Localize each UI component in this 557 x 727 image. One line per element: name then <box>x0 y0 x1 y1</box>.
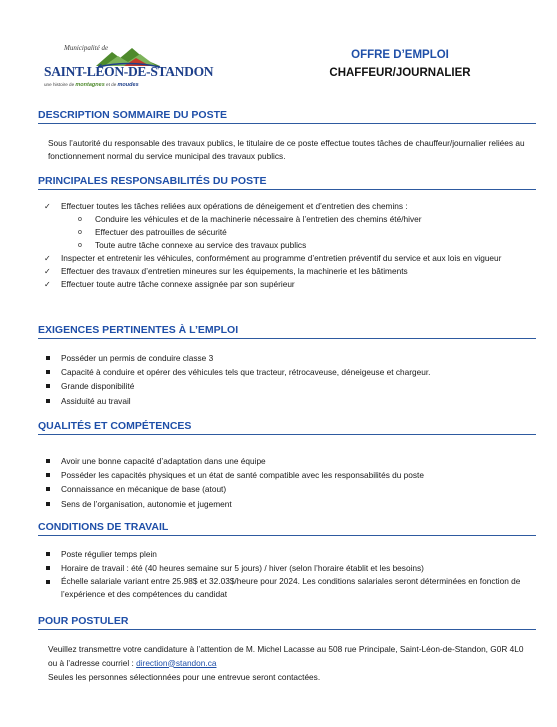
list-item: o Effectuer des patrouilles de sécurité <box>78 227 227 237</box>
list-item: ✓ Effectuer toutes les tâches reliées aux opérations de déneigement et d’entretien des chemins : <box>44 201 408 211</box>
section-responsibilities-title: PRINCIPALES RESPONSABILITÉS DU POSTE <box>38 175 536 190</box>
list-item: Connaissance en mécanique de base (atout) <box>44 482 540 496</box>
circle-bullet-icon: o <box>78 242 82 249</box>
logo-tagline: une histoire de montagnes et de moudes <box>44 82 139 88</box>
list-item: o Conduire les véhicules et de la machinerie nécessaire à l’entretien des chemins été/hiver <box>78 214 422 224</box>
list-item: o Toute autre tâche connexe au service des travaux publics <box>78 240 307 250</box>
list-item: Posséder les capacités physiques et un état de santé compatible avec les responsabilités du poste <box>44 468 540 482</box>
square-bullet-icon <box>46 356 50 360</box>
job-title: CHAFFEUR/JOURNALIER <box>329 67 471 79</box>
checkmark-icon: ✓ <box>44 267 51 276</box>
responsibilities-list <box>44 200 540 291</box>
section-conditions-title: CONDITIONS DE TRAVAIL <box>38 521 536 536</box>
circle-bullet-icon: o <box>78 216 82 223</box>
square-bullet-icon <box>46 399 50 403</box>
list-item: Sens de l’organisation, autonomie et jugement <box>44 497 540 511</box>
square-bullet-icon <box>46 487 50 491</box>
section-apply-title: POUR POSTULER <box>38 615 536 630</box>
list-item: ✓ Effectuer des travaux d’entretien mineures sur les équipements, la machinerie et les bâtiments <box>44 266 408 276</box>
circle-bullet-icon: o <box>78 229 82 236</box>
logo-name: SAINT-LÉON-DE-STANDON <box>44 64 214 79</box>
list-item: Assiduité au travail <box>44 394 540 408</box>
checkmark-icon: ✓ <box>44 254 51 263</box>
list-item: Poste régulier temps plein <box>44 547 540 561</box>
section-requirements-title: EXIGENCES PERTINENTES À L’EMPLOI <box>38 324 536 339</box>
square-bullet-icon <box>46 580 50 584</box>
section-description-title: DESCRIPTION SOMMAIRE DU POSTE <box>38 109 536 124</box>
apply-text: Veuillez transmettre votre candidature à l’attention de M. Michel Lacasse au 508 rue Principale, Saint-Léon-de-Standon, G0R 4L0 ou à l’adresse courriel : direction@standon.ca <box>48 644 524 668</box>
list-item: Grande disponibilité <box>44 379 540 393</box>
requirements-list <box>44 351 540 408</box>
list-item: ✓ Inspecter et entretenir les véhicules, conformément au programme d’entretien préventif du service et aux lois en vigueur <box>44 253 502 263</box>
checkmark-icon: ✓ <box>44 202 51 211</box>
apply-note: Seules les personnes sélectionnées pour une entrevue seront contactées. <box>48 672 321 682</box>
municipality-logo <box>44 44 214 94</box>
square-bullet-icon <box>46 384 50 388</box>
list-item: Capacité à conduire et opérer des véhicules tels que tracteur, rétrocaveuse, déneigeuse et chargeur. <box>44 365 540 379</box>
list-item: Posséder un permis de conduire classe 3 <box>44 351 540 365</box>
description-text: Sous l’autorité du responsable des travaux publics, le titulaire de ce poste effectue toutes tâches de chauffeur/journalier reliées au fonctionnement normal du service municipal des travaux publics. <box>48 138 525 161</box>
square-bullet-icon <box>46 459 50 463</box>
list-item: Avoir une bonne capacité d’adaptation dans une équipe <box>44 454 540 468</box>
qualities-list <box>44 454 540 511</box>
square-bullet-icon <box>46 502 50 506</box>
list-item: ✓ Effectuer toute autre tâche connexe assignée par son supérieur <box>44 279 295 289</box>
checkmark-icon: ✓ <box>44 280 51 289</box>
square-bullet-icon <box>46 566 50 570</box>
offer-heading: OFFRE D’EMPLOI <box>351 49 449 61</box>
square-bullet-icon <box>46 370 50 374</box>
list-item: Échelle salariale variant entre 25.98$ et 32.03$/heure pour 2024. Les conditions salariales seront déterminées en fonction de l’expérience et des compétences du candidat <box>44 575 540 600</box>
logo-municipalite: Municipalité de <box>64 44 109 52</box>
conditions-list <box>44 547 540 600</box>
section-qualities-title: QUALITÉS ET COMPÉTENCES <box>38 420 536 435</box>
email-link[interactable]: direction@standon.ca <box>136 657 217 668</box>
list-item: Horaire de travail : été (40 heures semaine sur 5 jours) / hiver (selon l’horaire établit et les besoins) <box>44 561 540 575</box>
square-bullet-icon <box>46 552 50 556</box>
square-bullet-icon <box>46 473 50 477</box>
